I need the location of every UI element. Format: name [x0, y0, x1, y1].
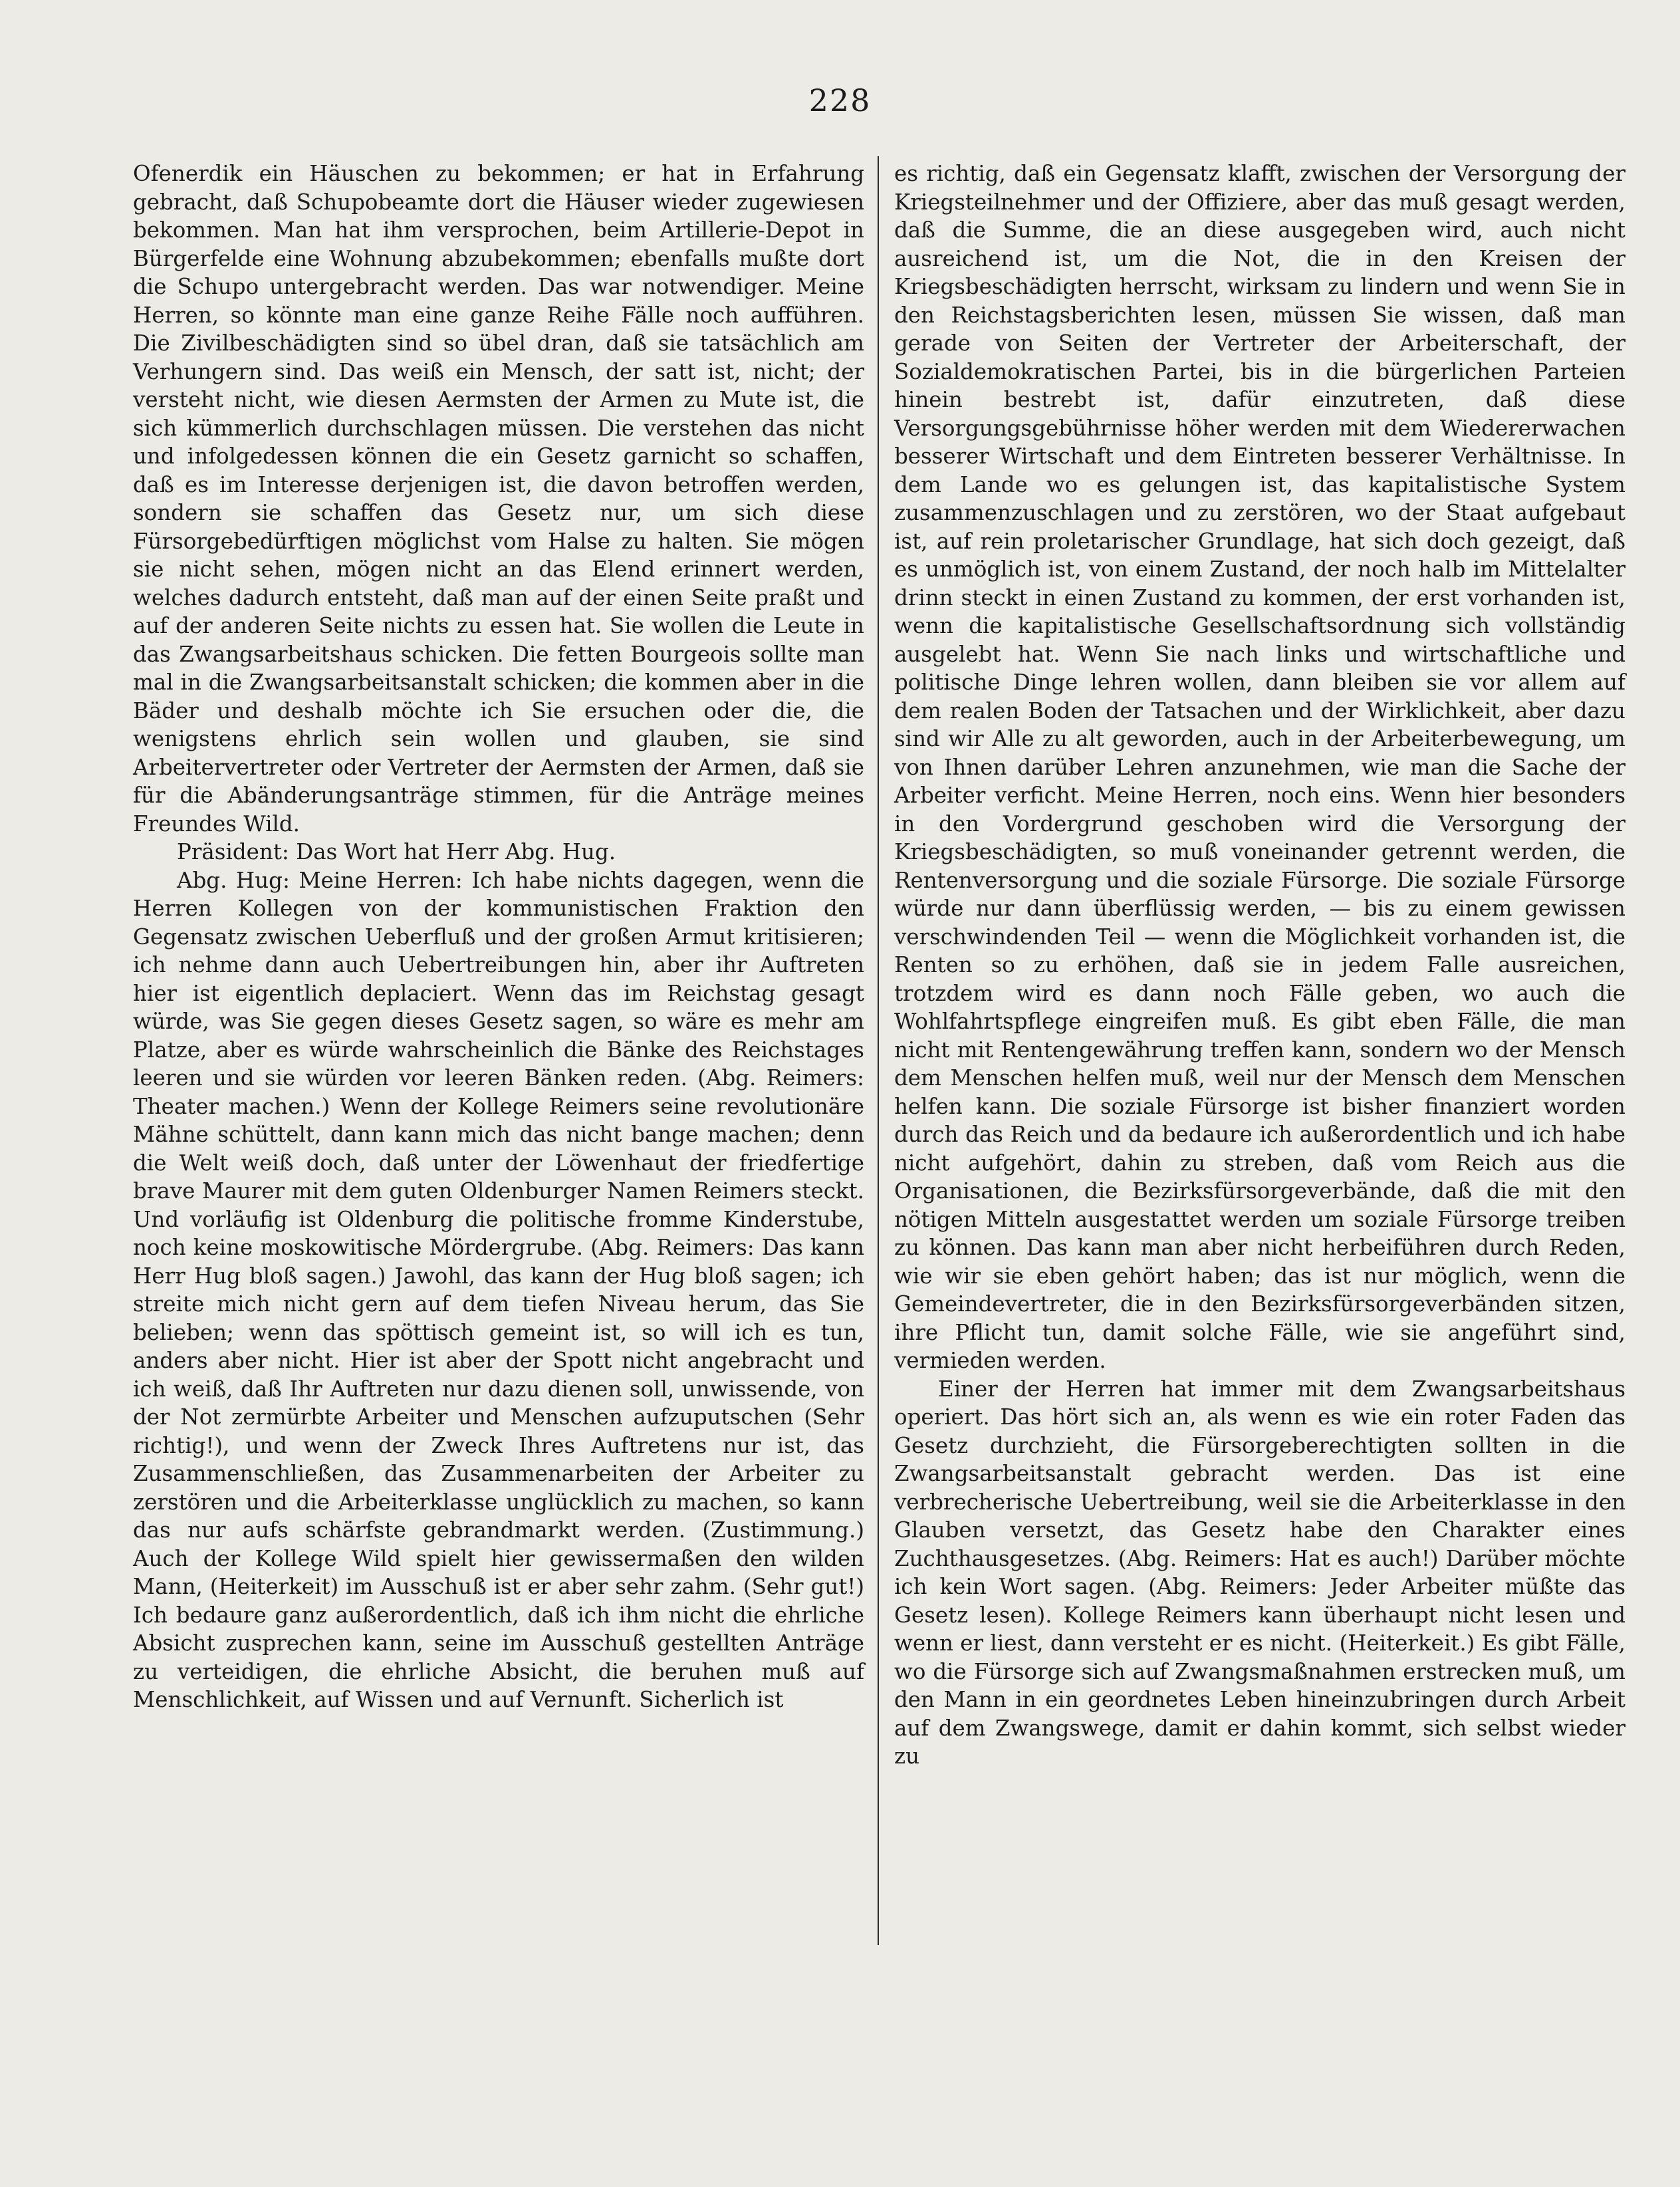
paragraph: Präsident: Das Wort hat Herr Abg. Hug.	[177, 839, 616, 864]
paragraph: es richtig, daß ein Gegensatz klafft, zwischen der Versorgung der Kriegsteilnehmer und der Offiziere, aber das muß gesagt werden, daß die Summe, die an diese ausgegeben wird, auch nicht ausreichend ist, um die Not, die in den Kreisen der Kriegsbeschädigten herrscht, wirksam zu lindern und wenn Sie in den Reichstagsberichten lesen, müssen Sie wissen, daß man gerade von Seiten der Vertreter der Arbeiterschaft, der Sozialdemokratischen Partei, bis in die bürgerlichen Parteien hinein bestrebt ist, dafür einzutreten, daß diese Versorgungsgebührnisse höher werden mit dem Wiedererwachen besserer Wirtschaft und dem Eintreten besserer Verhältnisse. In dem Lande wo es gelungen ist, das kapitalistische System zusammenzuschlagen und zu zerstören, wo der Staat aufgebaut ist, auf rein proletarischer Grundlage, hat sich doch gezeigt, daß es unmöglich ist, von einem Zustand, der noch halb im Mittelalter drinn steckt in einen Zustand zu kommen, der erst vorhanden ist, wenn die kapitalistische Gesellschaftsordnung sich vollständig ausgelebt hat. Wenn Sie nach links und wirtschaftliche und politische Dinge lehren wollen, dann bleiben sie vor allem auf dem realen Boden der Tatsachen und der Wirklichkeit, aber dazu sind wir Alle zu alt geworden, auch in der Arbeiterbewegung, um von Ihnen darüber Lehren anzunehmen, wie man die Sache der Arbeiter verficht. Meine Herren, noch eins. Wenn hier besonders in den Vordergrund geschoben wird die Versorgung der Kriegsbeschädigten, so muß voneinander getrennt werden, die Rentenversorgung und die soziale Fürsorge. Die soziale Fürsorge würde nur dann überflüssig werden, — bis zu einem gewissen verschwindenden Teil — wenn die Möglichkeit vorhanden ist, die Renten so zu erhöhen, daß sie in jedem Falle ausreichen, trotzdem wird es dann noch Fälle geben, wo auch die Wohlfahrtspflege eingreifen muß. Es gibt eben Fälle, die man nicht mit Rentengewährung treffen kann, sondern wo der Mensch dem Menschen helfen muß, weil nur der Mensch dem Menschen helfen kann. Die soziale Fürsorge ist bisher finanziert worden durch das Reich und da bedaure ich außerordentlich und ich habe nicht aufgehört, dahin zu streben, daß vom Reich aus die Organisationen, die Bezirksfürsorgeverbände, daß die mit den nötigen Mitteln ausgestattet werden um soziale Fürsorge treiben zu können. Das kann man aber nicht herbeiführen durch Reden, wie wir sie eben gehört haben; das ist nur möglich, wenn die Gemeindevertreter, die in den Bezirksfürsorgeverbänden sitzen, ihre Pflicht tun, damit solche Fälle, wie sie angeführt sind, vermieden werden.	[894, 161, 1625, 1373]
left-column	[133, 160, 864, 1714]
page-number: 228	[808, 82, 872, 118]
column-divider	[878, 156, 879, 1945]
right-column	[894, 160, 1625, 1771]
paragraph: Abg. Hug: Meine Herren: Ich habe nichts dagegen, wenn die Herren Kollegen von der kommunistischen Fraktion den Gegensatz zwischen Ueberfluß und der großen Armut kritisieren; ich nehme dann auch Uebertreibungen hin, aber ihr Auftreten hier ist eigentlich deplaciert. Wenn das im Reichstag gesagt würde, was Sie gegen dieses Gesetz sagen, so wäre es mehr am Platze, aber es würde wahrscheinlich die Bänke des Reichstages leeren und sie würden vor leeren Bänken reden. (Abg. Reimers: Theater machen.) Wenn der Kollege Reimers seine revolutionäre Mähne schüttelt, dann kann mich das nicht bange machen; denn die Welt weiß doch, daß unter der Löwenhaut der friedfertige brave Maurer mit dem guten Oldenburger Namen Reimers steckt. Und vorläufig ist Oldenburg die politische fromme Kinderstube, noch keine moskowitische Mördergrube. (Abg. Reimers: Das kann Herr Hug bloß sagen.) Jawohl, das kann der Hug bloß sagen; ich streite mich nicht gern auf dem tiefen Niveau herum, das Sie belieben; wenn das spöttisch gemeint ist, so will ich es tun, anders aber nicht. Hier ist aber der Spott nicht angebracht und ich weiß, daß Ihr Auftreten nur dazu dienen soll, unwissende, von der Not zermürbte Arbeiter und Menschen aufzuputschen (Sehr richtig!), und wenn der Zweck Ihres Auftretens nur ist, das Zusammenschließen, das Zusammenarbeiten der Arbeiter zu zerstören und die Arbeiterklasse unglücklich zu machen, so kann das nur aufs schärfste gebrandmarkt werden. (Zustimmung.) Auch der Kollege Wild spielt hier gewissermaßen den wilden Mann, (Heiterkeit) im Ausschuß ist er aber sehr zahm. (Sehr gut!) Ich bedaure ganz außerordentlich, daß ich ihm nicht die ehrliche Absicht zusprechen kann, seine im Ausschuß gestellten Anträge zu verteidigen, die ehrliche Absicht, die beruhen muß auf Menschlichkeit, auf Wissen und auf Vernunft. Sicherlich ist	[133, 867, 864, 1712]
paragraph: Ofenerdik ein Häuschen zu bekommen; er hat in Erfahrung gebracht, daß Schupobeamte dort die Häuser wieder zugewiesen bekommen. Man hat ihm versprochen, beim Artillerie-Depot in Bürgerfelde eine Wohnung abzubekommen; ebenfalls mußte dort die Schupo untergebracht werden. Das war notwendiger. Meine Herren, so könnte man eine ganze Reihe Fälle noch aufführen. Die Zivilbeschädigten sind so übel dran, daß sie tatsächlich am Verhungern sind. Das weiß ein Mensch, der satt ist, nicht; der versteht nicht, wie diesen Aermsten der Armen zu Mute ist, die sich kümmerlich durchschlagen müssen. Die verstehen das nicht und infolgedessen können die ein Gesetz garnicht so schaffen, daß es im Interesse derjenigen ist, die davon betroffen werden, sondern sie schaffen das Gesetz nur, um sich diese Fürsorgebedürftigen möglichst vom Halse zu halten. Sie mögen sie nicht sehen, mögen nicht an das Elend erinnert werden, welches dadurch entsteht, daß man auf der einen Seite praßt und auf der anderen Seite nichts zu essen hat. Sie wollen die Leute in das Zwangsarbeitshaus schicken. Die fetten Bourgeois sollte man mal in die Zwangsarbeitsanstalt schicken; die kommen aber in die Bäder und deshalb möchte ich Sie ersuchen oder die, die wenigstens ehrlich sein wollen und glauben, sie sind Arbeitervertreter oder Vertreter der Aermsten der Armen, daß sie für die Abänderungsanträge stimmen, für die Anträge meines Freundes Wild.	[133, 161, 864, 836]
paragraph: Einer der Herren hat immer mit dem Zwangsarbeitshaus operiert. Das hört sich an, als wenn es wie ein roter Faden das Gesetz durchzieht, die Fürsorgeberechtigten sollten in die Zwangsarbeitsanstalt gebracht werden. Das ist eine verbrecherische Uebertreibung, weil sie die Arbeiterklasse in den Glauben versetzt, das Gesetz habe den Charakter eines Zuchthausgesetzes. (Abg. Reimers: Hat es auch!) Darüber möchte ich kein Wort sagen. (Abg. Reimers: Jeder Arbeiter müßte das Gesetz lesen). Kollege Reimers kann überhaupt nicht lesen und wenn er liest, dann versteht er es nicht. (Heiterkeit.) Es gibt Fälle, wo die Fürsorge sich auf Zwangsmaßnahmen erstrecken muß, um den Mann in ein geordnetes Leben hineinzubringen durch Arbeit auf dem Zwangswege, damit er dahin kommt, sich selbst wieder zu	[894, 1376, 1625, 1769]
